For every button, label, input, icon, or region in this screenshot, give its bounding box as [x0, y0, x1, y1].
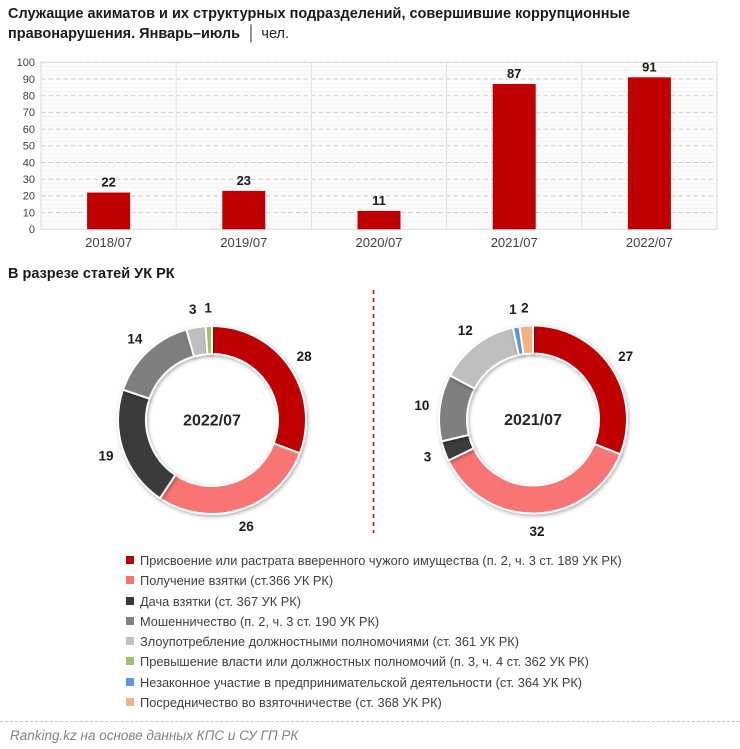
donut-center-label: 2022/07 [183, 412, 241, 430]
y-tick-label: 10 [22, 207, 35, 220]
donut-slice-label: 32 [529, 523, 545, 539]
legend-item [126, 693, 622, 713]
bar-value-label: 87 [506, 66, 522, 82]
y-tick-label: 0 [28, 224, 35, 237]
legend-swatch [126, 657, 134, 665]
y-tick-label: 100 [16, 57, 35, 70]
footer [0, 721, 740, 743]
section-title: В разрезе статей УК РК [8, 266, 175, 282]
legend-label: Присвоение или растрата вверенного чужого имущества (п. 2, ч. 3 ст. 189 УК РК) [140, 553, 622, 568]
legend-item [126, 632, 622, 652]
donut-slice-label: 12 [457, 322, 473, 338]
donut-slice [206, 326, 212, 354]
legend-swatch [126, 698, 134, 706]
bar-2021/07 [493, 84, 536, 229]
legend-swatch [126, 597, 134, 605]
legend-swatch [126, 576, 134, 584]
x-tick-label: 2020/07 [355, 235, 403, 250]
donut-center-label: 2021/07 [504, 412, 562, 429]
chart-title-line1: Служащие акиматов и их структурных подразделений, совершившие коррупционные [8, 6, 630, 22]
bar-value-label: 91 [642, 59, 657, 75]
donut-slice [448, 444, 620, 514]
donut-charts [0, 285, 740, 545]
legend-item [126, 652, 622, 672]
bar-value-label: 11 [372, 192, 386, 208]
donut-slice [533, 326, 627, 455]
donut-slice-label: 3 [423, 449, 432, 465]
y-tick-label: 60 [22, 123, 35, 136]
donut-slice-label: 1 [204, 300, 212, 316]
x-tick-label: 2018/07 [85, 235, 133, 250]
x-tick-label: 2022/07 [625, 235, 673, 250]
x-tick-label: 2021/07 [490, 235, 538, 250]
donut-slice [160, 443, 300, 514]
legend-item [126, 592, 622, 612]
bar-2018/07 [87, 193, 130, 230]
y-tick-label: 30 [22, 174, 35, 186]
footer-source-text: Ranking.kz на основе данных КПС и СУ ГП РК [10, 728, 299, 743]
donut-slice-label: 27 [618, 349, 634, 365]
legend-label: Получение взятки (ст.366 УК РК) [140, 573, 334, 589]
legend-item [126, 551, 622, 571]
bar-value-label: 23 [236, 172, 252, 188]
legend-label: Злоупотребление должностными полномочиями (ст. 361 УК РК) [140, 634, 520, 650]
legend-label: Дача взятки (ст. 367 УК РК) [140, 593, 301, 609]
legend-label: Незаконное участие в предпринимательской деятельности (ст. 364 УК РК) [140, 674, 583, 690]
donut-slice [212, 326, 306, 453]
legend-label: Мошенничество (п. 2, ч. 3 ст. 190 УК РК) [140, 613, 380, 629]
legend-item [126, 612, 622, 632]
bar-2022/07 [628, 77, 671, 229]
bar-2020/07 [358, 211, 401, 229]
chart-title-line2 [8, 24, 734, 44]
y-tick-label: 50 [22, 140, 35, 153]
chart-title [8, 5, 734, 44]
legend-label: Посредничество во взяточничестве (ст. 368 УК РК) [140, 695, 442, 711]
legend-item [126, 571, 622, 591]
legend-label: Превышение власти или должностных полномочий (п. 3, ч. 4 ст. 362 УК РК) [140, 654, 589, 670]
donut-slice-label: 14 [127, 331, 143, 347]
legend-swatch [126, 617, 134, 625]
donut-slice [118, 390, 175, 499]
donut-slice-label: 1 [509, 301, 517, 317]
bar-value-label: 22 [101, 174, 116, 190]
y-tick-label: 20 [22, 190, 35, 203]
donut-slice-label: 28 [296, 348, 312, 364]
legend-swatch [126, 678, 134, 686]
chart-title-unit: чел. [261, 26, 290, 42]
y-tick-label: 70 [22, 107, 35, 120]
donut-slice-label: 3 [189, 302, 197, 318]
legend [126, 551, 622, 713]
title-separator: │ [247, 25, 257, 42]
donut-slice-label: 2 [521, 300, 529, 316]
y-tick-label: 40 [22, 157, 35, 170]
bar-2019/07 [222, 191, 265, 229]
chart-title-line2-bold: правонарушения. Январь–июль [8, 26, 241, 42]
donut-slice-label: 26 [238, 519, 254, 535]
legend-item [126, 673, 622, 693]
bar-chart [0, 54, 740, 258]
y-tick-label: 90 [22, 73, 35, 86]
donut-slice-label: 19 [98, 448, 114, 464]
x-tick-label: 2019/07 [220, 235, 268, 250]
donut-slice-label: 10 [414, 397, 430, 413]
legend-swatch [126, 556, 134, 564]
legend-swatch [126, 637, 134, 645]
y-tick-label: 80 [22, 90, 35, 103]
